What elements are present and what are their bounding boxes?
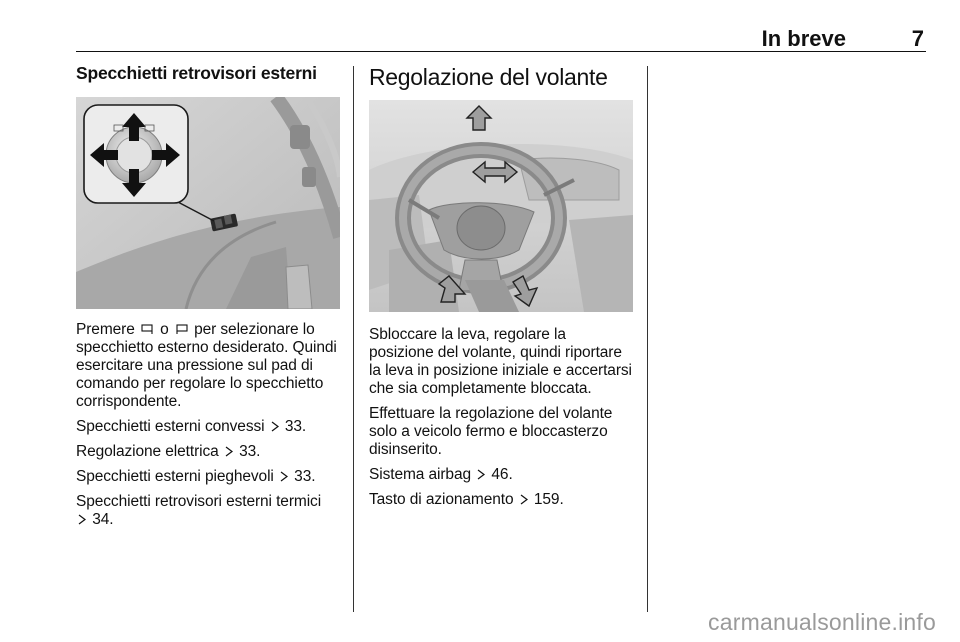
page-reference-icon xyxy=(520,494,528,505)
mirrors-title: Specchietti retrovisori esterni xyxy=(76,63,317,83)
page-reference-icon xyxy=(271,421,279,432)
mirrors-instruction xyxy=(76,321,340,411)
reference-link[interactable] xyxy=(369,466,633,484)
mirror-left-icon xyxy=(141,323,154,335)
page-number: 7 xyxy=(911,26,924,51)
reference-link[interactable] xyxy=(76,468,340,486)
steering-section xyxy=(369,62,633,509)
page-reference-icon xyxy=(225,446,233,457)
reference-text: Specchietti retrovisori esterni termici xyxy=(76,493,322,510)
steering-instruction: Sbloccare la leva, regolare la posizione del volante, quindi riportare la leva in posizione iniziale e accertarsi che sia completamente bloccata. xyxy=(369,326,632,397)
reference-link[interactable] xyxy=(76,493,340,529)
page-reference-icon xyxy=(477,469,485,480)
mirror-right-icon xyxy=(175,323,188,335)
steering-warning: Effettuare la regolazione del volante solo a veicolo fermo e bloccasterzo disinserito. xyxy=(369,405,613,458)
text-fragment: Premere xyxy=(76,321,139,338)
reference-page: 33. xyxy=(234,443,261,460)
column-divider xyxy=(353,66,354,612)
page-reference-icon xyxy=(78,514,86,525)
section-header: In breve xyxy=(761,26,846,51)
watermark: carmanualsonline.info xyxy=(708,609,936,635)
reference-text: Tasto di azionamento xyxy=(369,491,518,508)
reference-text: Specchietti esterni pieghevoli xyxy=(76,468,278,485)
reference-page: 46. xyxy=(487,466,513,483)
reference-page: 159. xyxy=(529,491,564,508)
column-divider xyxy=(647,66,648,612)
reference-page: 33. xyxy=(289,468,316,485)
reference-text: Regolazione elettrica xyxy=(76,443,223,460)
reference-link[interactable] xyxy=(76,418,340,436)
reference-page: 33. xyxy=(280,418,307,435)
reference-page: 34. xyxy=(88,511,114,528)
page-reference-icon xyxy=(280,471,288,482)
text-fragment: o xyxy=(155,321,173,338)
reference-text: Specchietti esterni convessi xyxy=(76,418,269,435)
header-rule xyxy=(76,51,926,52)
reference-link[interactable] xyxy=(76,443,340,461)
steering-title: Regolazione del volante xyxy=(369,64,608,90)
reference-text: Sistema airbag xyxy=(369,466,476,483)
mirror-control-illustration xyxy=(76,97,340,309)
reference-link[interactable] xyxy=(369,491,633,509)
mirrors-section xyxy=(76,62,340,529)
text-fragment: per selezionare lo specchietto esterno desiderato. Quindi esercitare una pressione sul pad di comando per regolare lo specchietto corrispondente. xyxy=(76,321,337,410)
steering-wheel-illustration xyxy=(369,100,633,312)
